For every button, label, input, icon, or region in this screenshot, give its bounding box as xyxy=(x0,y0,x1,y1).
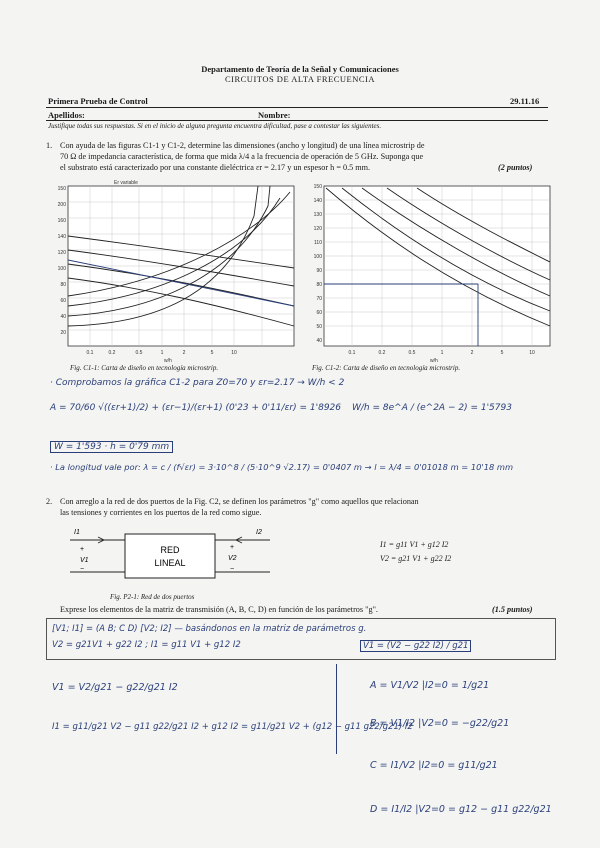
q2-answer-i1: I1 = g11/g21 V2 − g11 g22/g21 I2 + g12 I2 = g11/g21 V2 + (g12 − g11 g22/g21) I2 xyxy=(52,722,413,732)
svg-text:40: 40 xyxy=(60,314,66,320)
svg-text:10: 10 xyxy=(231,350,237,356)
svg-text:120: 120 xyxy=(57,250,66,256)
q2-answer-v1: V1 = V2/g21 − g22/g21 I2 xyxy=(52,682,178,693)
instructions: Justifique todas sus respuestas. Si en el inicio de alguna pregunta encuentra dificultad, pase a contestar las siguientes. xyxy=(48,122,382,130)
q1-answer-line1: · Comprobamos la gráfica C1-2 para Z0=70 y εr=2.17 → W/h < 2 xyxy=(50,378,345,388)
name-label: Nombre: xyxy=(258,110,291,120)
figure-c1-1 xyxy=(44,176,302,364)
q2-answer-divider xyxy=(336,664,337,754)
q2-answer-matrix: [V1; I1] = (A B; C D) [V2; I2] — basándonos en la matriz de parámetros g. xyxy=(52,624,367,634)
q1-answer-width: W = 1'593 · h = 0'79 mm xyxy=(50,441,173,453)
svg-text:+: + xyxy=(80,546,85,553)
svg-text:5: 5 xyxy=(500,350,504,356)
fig1-y-ticks xyxy=(58,186,67,336)
svg-text:80: 80 xyxy=(316,282,322,288)
block-label-lineal: LINEAL xyxy=(154,558,186,568)
svg-text:60: 60 xyxy=(60,298,66,304)
g-equation-1: I1 = g11 V1 + g12 I2 xyxy=(380,540,449,549)
svg-text:2: 2 xyxy=(182,350,186,356)
q1-answer-length: · La longitud vale por: λ = c / (f√εr) = 3·10^8 / (5·10^9 √2.17) = 0'0407 m → l = λ/4 = 0'01018 m = 10'18 mm xyxy=(50,462,514,472)
svg-text:140: 140 xyxy=(57,234,66,240)
svg-text:0.5: 0.5 xyxy=(135,350,143,356)
q1-text-line1: Con ayuda de las figuras C1-1 y C1-2, determine las dimensiones (ancho y longitud) de una línea microstrip de xyxy=(60,141,425,150)
svg-text:20: 20 xyxy=(60,330,66,336)
q1-text-line2: 70 Ω de impedancia característica, de forma que mida λ/4 a la frecuencia de operación de 5 GHz. Suponga que xyxy=(60,152,424,161)
exam-date: 29.11.16 xyxy=(510,96,540,106)
two-port-network-figure xyxy=(70,520,300,592)
fig1-caption: Fig. C1-1: Carta de diseño en tecnología microstrip. xyxy=(70,364,219,372)
label-i2: I2 xyxy=(256,529,262,536)
title-rule xyxy=(46,107,548,108)
q2-answer-v1-expr: V1 = (V2 − g22 I2) / g21 xyxy=(360,640,471,652)
label-i1: I1 xyxy=(74,529,80,536)
svg-text:10: 10 xyxy=(529,350,535,356)
svg-text:0.2: 0.2 xyxy=(108,350,116,356)
label-v2: V2 xyxy=(228,555,237,562)
q1-answer-line2b: W/h = 8e^A / (e^2A − 2) = 1'5793 xyxy=(352,403,512,413)
svg-text:0.1: 0.1 xyxy=(348,350,356,356)
svg-text:80: 80 xyxy=(60,282,66,288)
svg-text:0.1: 0.1 xyxy=(86,350,94,356)
svg-text:100: 100 xyxy=(313,254,322,260)
svg-text:50: 50 xyxy=(316,324,322,330)
q1-number: 1. xyxy=(46,141,53,150)
svg-text:70: 70 xyxy=(316,296,322,302)
label-v1: V1 xyxy=(80,557,89,564)
q2-answer-B: B = V1/I2 |V2=0 = −g22/g21 xyxy=(370,718,510,729)
svg-text:2: 2 xyxy=(470,350,474,356)
svg-text:0.2: 0.2 xyxy=(378,350,386,356)
q2-fig-caption: Fig. P2-1: Red de dos puertos xyxy=(110,593,195,601)
q2-points: (1.5 puntos) xyxy=(492,605,533,614)
fig2-x-ticks xyxy=(349,350,535,356)
svg-text:40: 40 xyxy=(316,338,322,344)
block-label-red: RED xyxy=(160,545,180,555)
fig2-caption: Fig. C1-2: Carta de diseño en tecnología microstrip. xyxy=(312,364,461,372)
fig1-x-label: w/h xyxy=(164,358,172,364)
svg-text:+: + xyxy=(230,544,235,551)
q2-text-line1: Con arreglo a la red de dos puertos de la Fig. C2, se definen los parámetros "g" como aquellos que relacionan xyxy=(60,497,419,506)
svg-text:90: 90 xyxy=(316,268,322,274)
q1-answer-line2a: A = 70/60 √((εr+1)/2) + (εr−1)/(εr+1) (0'23 + 0'11/εr) = 1'8926 xyxy=(50,403,342,413)
fig1-top-label: Er variable xyxy=(114,180,138,186)
q2-number: 2. xyxy=(46,497,53,506)
q2-answer-system: V2 = g21V1 + g22 I2 ; I1 = g11 V1 + g12 I2 xyxy=(52,640,241,650)
q2-answer-D: D = I1/I2 |V2=0 = g12 − g11 g22/g21 xyxy=(370,804,552,815)
g-equation-2: V2 = g21 V1 + g22 I2 xyxy=(380,554,452,563)
svg-text:140: 140 xyxy=(313,198,322,204)
svg-text:150: 150 xyxy=(57,186,66,192)
svg-text:130: 130 xyxy=(313,212,322,218)
q1-points: (2 puntos) xyxy=(498,163,533,172)
svg-text:1: 1 xyxy=(160,350,164,356)
svg-text:110: 110 xyxy=(314,240,322,246)
svg-text:−: − xyxy=(230,566,235,573)
q1-text-line3: el substrato está caracterizado por una constante dieléctrica εr = 2.17 y un espesor h = 0.5 mm. xyxy=(60,163,371,172)
department-heading: Departamento de Teoría de la Señal y Comunicaciones xyxy=(201,64,399,74)
network-block xyxy=(125,534,215,578)
q2-instruction: Exprese los elementos de la matriz de transmisión (A, B, C, D) en función de los parámetros "g". xyxy=(60,605,378,614)
exam-title: Primera Prueba de Control xyxy=(48,96,148,106)
fig2-frame xyxy=(324,186,550,346)
fig2-y-ticks xyxy=(314,184,323,344)
surname-label: Apellidos: xyxy=(48,110,85,120)
svg-text:0.5: 0.5 xyxy=(408,350,416,356)
svg-text:60: 60 xyxy=(316,310,322,316)
svg-text:−: − xyxy=(80,566,85,573)
fig1-x-ticks xyxy=(87,350,237,356)
q2-answer-C: C = I1/V2 |I2=0 = g11/g21 xyxy=(370,760,498,771)
svg-text:120: 120 xyxy=(313,226,322,232)
figure-c1-2 xyxy=(302,176,556,364)
svg-text:100: 100 xyxy=(57,266,66,272)
fig2-x-label: w/h xyxy=(430,358,438,364)
q2-answer-A: A = V1/V2 |I2=0 = 1/g21 xyxy=(370,680,490,691)
q2-text-line2: las tensiones y corrientes en los puertos de la red como sigue. xyxy=(60,508,262,517)
svg-text:200: 200 xyxy=(57,202,66,208)
svg-text:150: 150 xyxy=(313,184,322,190)
svg-text:1: 1 xyxy=(440,350,444,356)
svg-text:160: 160 xyxy=(57,218,66,224)
name-rule xyxy=(46,120,548,121)
svg-text:5: 5 xyxy=(210,350,214,356)
course-heading: CIRCUITOS DE ALTA FRECUENCIA xyxy=(224,74,376,84)
